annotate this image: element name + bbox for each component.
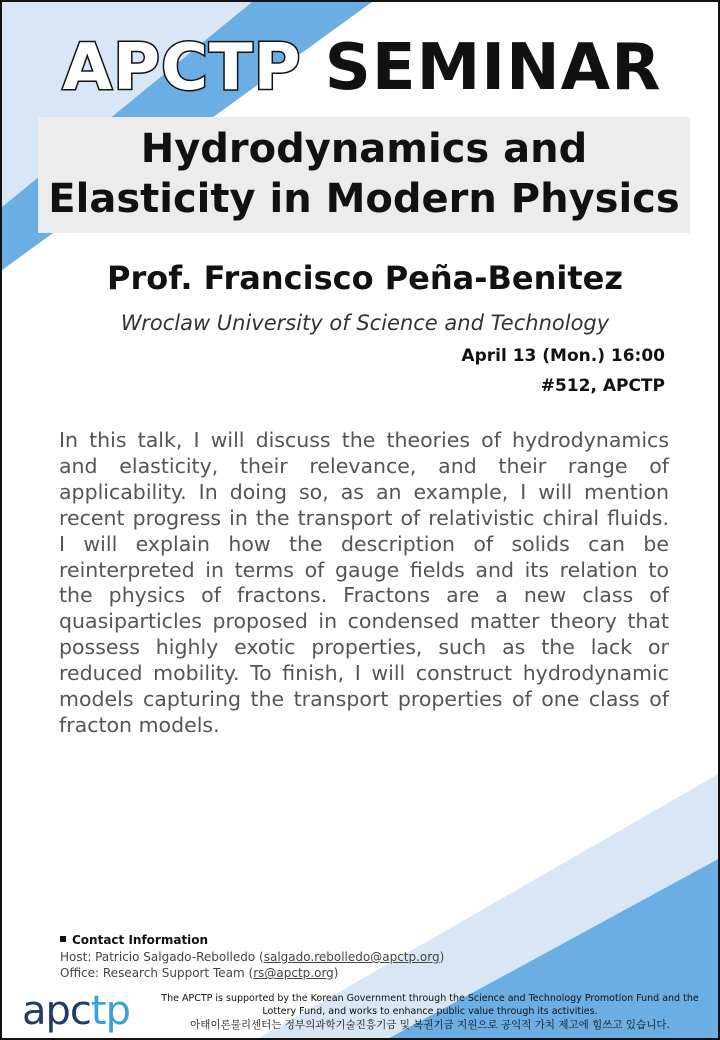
talk-venue: #512, APCTP bbox=[540, 376, 665, 396]
seminar-heading bbox=[2, 30, 720, 106]
contact-host-close: ) bbox=[439, 950, 445, 964]
apctp-logo-part-1: apc bbox=[22, 988, 91, 1034]
support-statement-english: The APCTP is supported by the Korean Government through the Science and Technology Promotion Fund and the Lottery Fund, and works to enhance public value through its activities. bbox=[161, 993, 699, 1017]
contact-host-email-link[interactable]: salgado.rebolledo@apctp.org bbox=[263, 950, 440, 964]
contact-heading bbox=[60, 932, 208, 948]
apctp-logo bbox=[22, 987, 130, 1035]
speaker-affiliation: Wroclaw University of Science and Technology bbox=[120, 311, 610, 335]
apctp-logo-part-2: tp bbox=[90, 988, 130, 1034]
seminar-heading-seminar: SEMINAR bbox=[324, 31, 662, 105]
contact-heading-label: Contact Information bbox=[72, 933, 209, 947]
speaker-name: Prof. Francisco Peña-Benitez bbox=[106, 259, 623, 297]
talk-title bbox=[38, 124, 690, 224]
talk-abstract: In this talk, I will discuss the theories of hydrodynamics and elasticity, their relevance, and their range of applicability. In doing so, as an example, I will mention recent progress in the transport of relativistic chiral fluids. I will explain how the description of solids can be reinterpreted in terms of gauge fields and its relation to the physics of fractons. Fractons are a new class of quasiparticles proposed in condensed matter theory that possess highly exotic properties, such as the lack or reduced mobility. To finish, I will construct hydrodynamic models capturing the transport properties of one class of fracton models. bbox=[59, 428, 669, 737]
talk-title-line-2: Elasticity in Modern Physics bbox=[48, 176, 680, 222]
talk-datetime: April 13 (Mon.) 16:00 bbox=[461, 346, 665, 366]
contact-office-close: ) bbox=[333, 966, 339, 980]
contact-host bbox=[60, 949, 444, 965]
contact-office-email-link[interactable]: rs@apctp.org bbox=[253, 966, 334, 980]
bullet-square-icon bbox=[60, 936, 66, 942]
contact-office bbox=[60, 965, 338, 981]
talk-title-line-1: Hydrodynamics and bbox=[140, 126, 588, 172]
contact-host-label: Host: Patricio Salgado-Rebolledo ( bbox=[60, 950, 264, 964]
seminar-heading-apctp: APCTP bbox=[62, 31, 302, 105]
contact-office-label: Office: Research Support Team ( bbox=[60, 966, 254, 980]
support-statement-korean: 아태이론물리센터는 정부의과학기술진흥기금 및 복권기금 지원으로 공익적 가치 제고에 힘쓰고 있습니다. bbox=[190, 1019, 670, 1031]
